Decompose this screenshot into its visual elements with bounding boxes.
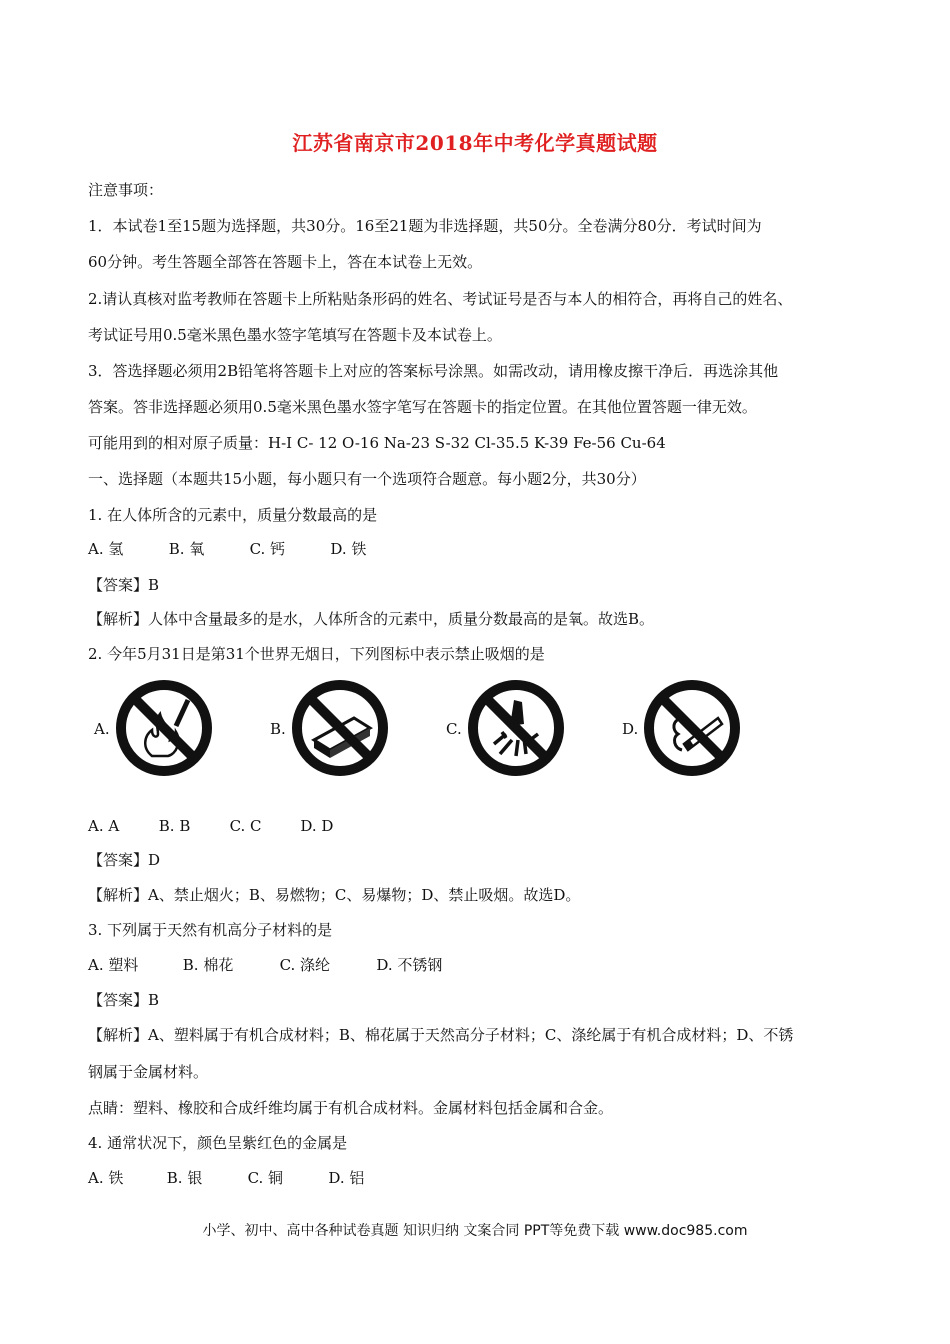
question-1-options — [88, 539, 366, 559]
question-3-answer: 【答案】B — [88, 991, 160, 1009]
no-fire-icon — [114, 678, 214, 778]
option-b: B. 银 — [166, 1169, 203, 1187]
sign-label: A. — [94, 720, 110, 738]
question-3-tip: 点睛：塑料、橡胶和合成纤维均属于有机合成材料。金属材料包括金属和合金。 — [88, 1099, 614, 1117]
option-a: A. 铁 — [88, 1169, 124, 1187]
question-1-stem: 1. 在人体所含的元素中，质量分数最高的是 — [88, 506, 378, 524]
no-explosive-icon — [466, 678, 566, 778]
note-line: 答案。答非选择题必须用0.5毫米黑色墨水签字笔写在答题卡的指定位置。在其他位置答题一律无效。 — [88, 398, 757, 416]
section-heading: 一、选择题（本题共15小题，每小题只有一个选项符合题意。每小题2分，共30分） — [88, 470, 646, 488]
sign-options — [88, 674, 788, 784]
note-line: 60分钟。考生答题全部答在答题卡上，答在本试卷上无效。 — [88, 253, 483, 271]
note-line: 3．答选择题必须用2B铅笔将答题卡上对应的答案标号涂黑。如需改动，请用橡皮擦干净后．再选涂其他 — [88, 362, 779, 380]
option-a: A. 塑料 — [88, 956, 139, 974]
note-line: 考试证号用0.5毫米黑色墨水签字笔填写在答题卡及本试卷上。 — [88, 326, 502, 344]
question-1-answer: 【答案】B — [88, 576, 160, 594]
question-2-answer: 【答案】D — [88, 851, 161, 869]
sign-label: C. — [446, 720, 462, 738]
note-line: 1．本试卷1至15题为选择题，共30分。16至21题为非选择题，共50分。全卷满分80分．考试时间为 — [88, 217, 762, 235]
question-3-analysis-cont: 钢属于金属材料。 — [88, 1063, 209, 1081]
option-b: B. B — [158, 817, 191, 835]
question-4-stem: 4. 通常状况下，颜色呈紫红色的金属是 — [88, 1134, 348, 1152]
question-2-analysis: 【解析】A、禁止烟火；B、易燃物；C、易爆物；D、禁止吸烟。故选D。 — [88, 886, 581, 904]
question-3-options — [88, 955, 442, 975]
option-c: C. C — [229, 817, 262, 835]
option-d: D. 铝 — [328, 1169, 365, 1187]
option-a: A. A — [88, 817, 120, 835]
option-c: C. 铜 — [247, 1169, 284, 1187]
no-smoking-icon — [642, 678, 742, 778]
sign-label: D. — [622, 720, 639, 738]
option-a: A. 氢 — [88, 540, 124, 558]
option-d: D. D — [300, 817, 334, 835]
question-2-options — [88, 816, 333, 836]
question-2-stem: 2. 今年5月31日是第31个世界无烟日，下列图标中表示禁止吸烟的是 — [88, 645, 545, 663]
footer-text: 小学、初中、高中各种试卷真题 知识归纳 文案合同 PPT等免费下载 www.doc985.com — [202, 1223, 748, 1239]
page-title: 江苏省南京市2018年中考化学真题试题 — [292, 131, 658, 155]
sign-d — [616, 674, 746, 784]
atomic-mass-line: 可能用到的相对原子质量：H-I C- 12 O-16 Na-23 S-32 Cl-35.5 K-39 Fe-56 Cu-64 — [88, 434, 666, 452]
sign-a — [88, 674, 218, 784]
question-3-stem: 3. 下列属于天然有机高分子材料的是 — [88, 921, 333, 939]
option-d: D. 不锈钢 — [376, 956, 443, 974]
option-d: D. 铁 — [330, 540, 367, 558]
option-b: B. 棉花 — [182, 956, 234, 974]
question-3-analysis: 【解析】A、塑料属于有机合成材料；B、棉花属于天然高分子材料；C、涤纶属于有机合成材料；D、不锈 — [88, 1026, 794, 1044]
sign-label: B. — [270, 720, 286, 738]
question-1-analysis: 【解析】人体中含量最多的是水，人体所含的元素中，质量分数最高的是氧。故选B。 — [88, 610, 655, 628]
option-c: C. 涤纶 — [279, 956, 331, 974]
option-c: C. 钙 — [249, 540, 286, 558]
sign-c — [440, 674, 570, 784]
notes-heading: 注意事项： — [88, 181, 164, 199]
option-b: B. 氧 — [168, 540, 205, 558]
no-flammable-icon — [290, 678, 390, 778]
note-line: 2.请认真核对监考教师在答题卡上所粘贴条形码的姓名、考试证号是否与本人的相符合，再将自己的姓名、 — [88, 290, 793, 308]
question-4-options — [88, 1168, 364, 1188]
sign-b — [264, 674, 394, 784]
